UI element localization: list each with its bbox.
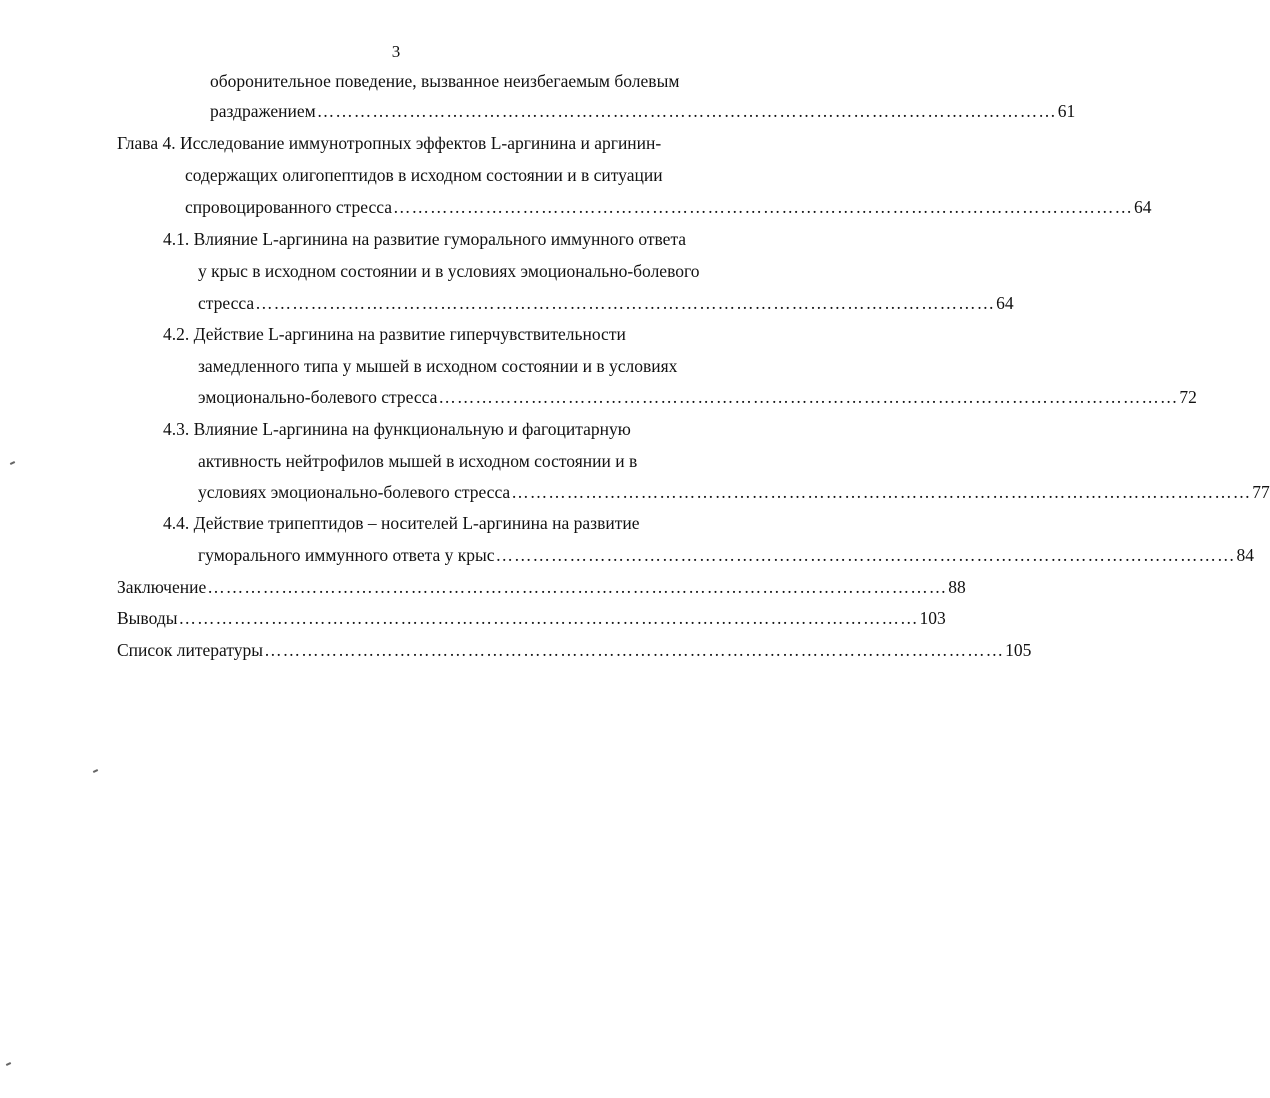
scan-artifact <box>93 769 98 773</box>
scan-artifact <box>10 461 15 465</box>
toc-line: активность нейтрофилов мышей в исходном состоянии и в <box>198 451 638 471</box>
page-number: 3 <box>391 42 401 61</box>
toc-section-heading: 4.1. Влияние L-аргинина на развитие гуморального иммунного ответа <box>163 229 687 249</box>
toc-chapter-heading: Глава 4. Исследование иммунотропных эффектов L-аргинина и аргинин- <box>117 133 662 153</box>
toc-line: у крыс в исходном состоянии и в условиях эмоционально-болевого <box>198 261 700 281</box>
toc-entry: эмоционально-болевого стресса ………………………………………………………………………………………………………… 72 <box>198 387 1197 407</box>
scan-artifact <box>6 1062 11 1066</box>
toc-entry: Выводы ………………………………………………………………………………………………………… 103 <box>117 608 946 628</box>
toc-entry: условиях эмоционально-болевого стресса ………………………………………………………………………………………………………… 77 <box>198 482 1270 502</box>
toc-entry: Список литературы ………………………………………………………………………………………………………… 105 <box>117 640 1032 660</box>
toc-entry: стресса ………………………………………………………………………………………………………… 64 <box>198 293 1014 313</box>
toc-section-heading: 4.2. Действие L-аргинина на развитие гиперчувствительности <box>163 324 626 344</box>
toc-section-heading: 4.4. Действие трипептидов – носителей L-аргинина на развитие <box>163 513 640 533</box>
toc-entry: раздражением ………………………………………………………………………………………………………… 61 <box>210 101 1076 121</box>
toc-line: замедленного типа у мышей в исходном состоянии и в условиях <box>198 356 678 376</box>
toc-entry: гуморального иммунного ответа у крыс ………………………………………………………………………………………………………… 84 <box>198 545 1255 565</box>
toc-entry: спровоцированного стресса ………………………………………………………………………………………………………… 64 <box>185 197 1152 217</box>
toc-section-heading: 4.3. Влияние L-аргинина на функциональную и фагоцитарную <box>163 419 631 439</box>
toc-entry: Заключение ………………………………………………………………………………………………………… 88 <box>117 577 966 597</box>
toc-line: содержащих олигопептидов в исходном состоянии и в ситуации <box>185 165 663 185</box>
toc-line: оборонительное поведение, вызванное неизбегаемым болевым <box>210 71 680 91</box>
